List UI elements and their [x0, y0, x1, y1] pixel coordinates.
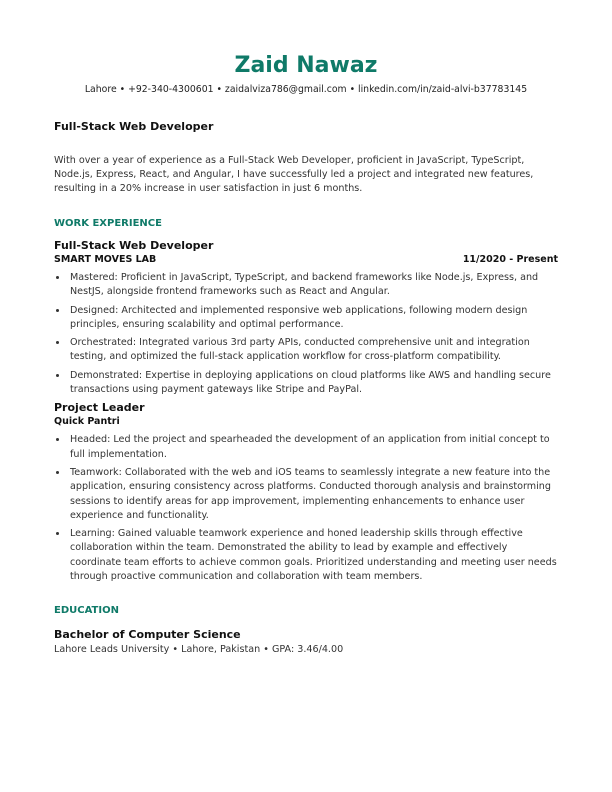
company-name: Quick Pantri: [54, 416, 120, 428]
bullet-item: • Designed: Architected and implemented responsive web applications, following modern design principles, ensuring scalability and optimal performance.: [68, 304, 558, 333]
headline: Full-Stack Web Developer: [54, 120, 214, 133]
job-title: Full-Stack Web Developer: [54, 239, 214, 252]
summary: With over a year of experience as a Full-Stack Web Developer, proficient in JavaScript, TypeScript, Node.js, Express, React, and Angular, I have successfully led a project and integrated new features, resulting in a 20% increase in user satisfaction in just 6 months.: [54, 155, 534, 194]
candidate-name: Zaid Nawaz: [234, 53, 378, 78]
work-experience-heading: WORK EXPERIENCE: [54, 218, 162, 229]
bullet-item: • Demonstrated: Expertise in deploying applications on cloud platforms like AWS and handling secure transactions using payment gateways like Stripe and PayPal.: [68, 369, 558, 398]
job-bullets: [54, 433, 558, 584]
resume-page: [54, 52, 558, 657]
bullet-item: • Teamwork: Collaborated with the web and iOS teams to seamlessly integrate a new feature into the application, ensuring consistency across platforms. Conducted thorough analysis and brainstorming sessions to identify areas for app improvement, implementing enhancements to enhance user experience and functionality.: [68, 466, 558, 523]
contact-line: Lahore • +92-340-4300601 • zaidalviza786@gmail.com • linkedin.com/in/zaid-alvi-b37783145: [84, 84, 528, 95]
job-entry: [54, 401, 558, 584]
job-title: Project Leader: [54, 401, 145, 415]
company-name: SMART MOVES LAB: [54, 254, 157, 265]
degree: Bachelor of Computer Science: [54, 628, 241, 642]
job-entry: [54, 239, 558, 397]
bullet-item: • Headed: Led the project and spearheaded the development of an application from initial concept to full implementation.: [68, 433, 558, 462]
bullet-item: • Learning: Gained valuable teamwork experience and honed leadership skills through effective collaboration within the team. Demonstrated the ability to lead by example and effectively coordinate team efforts to achieve common goals. Prioritized understanding and meeting user needs through proactive communication and collaboration with team members.: [68, 527, 558, 584]
education-heading: EDUCATION: [54, 605, 119, 617]
bullet-item: • Orchestrated: Integrated various 3rd party APIs, conducted comprehensive unit and integration testing, and optimized the full-stack application workflow for cross-platform compatibility.: [68, 336, 558, 365]
education-info: Lahore Leads University • Lahore, Pakistan • GPA: 3.46/4.00: [54, 644, 344, 656]
job-dates: 11/2020 - Present: [462, 254, 558, 265]
job-bullets: [54, 271, 558, 397]
bullet-item: • Mastered: Proficient in JavaScript, TypeScript, and backend frameworks like Node.js, Express, and NestJS, alongside frontend frameworks such as React and Angular.: [68, 271, 558, 300]
